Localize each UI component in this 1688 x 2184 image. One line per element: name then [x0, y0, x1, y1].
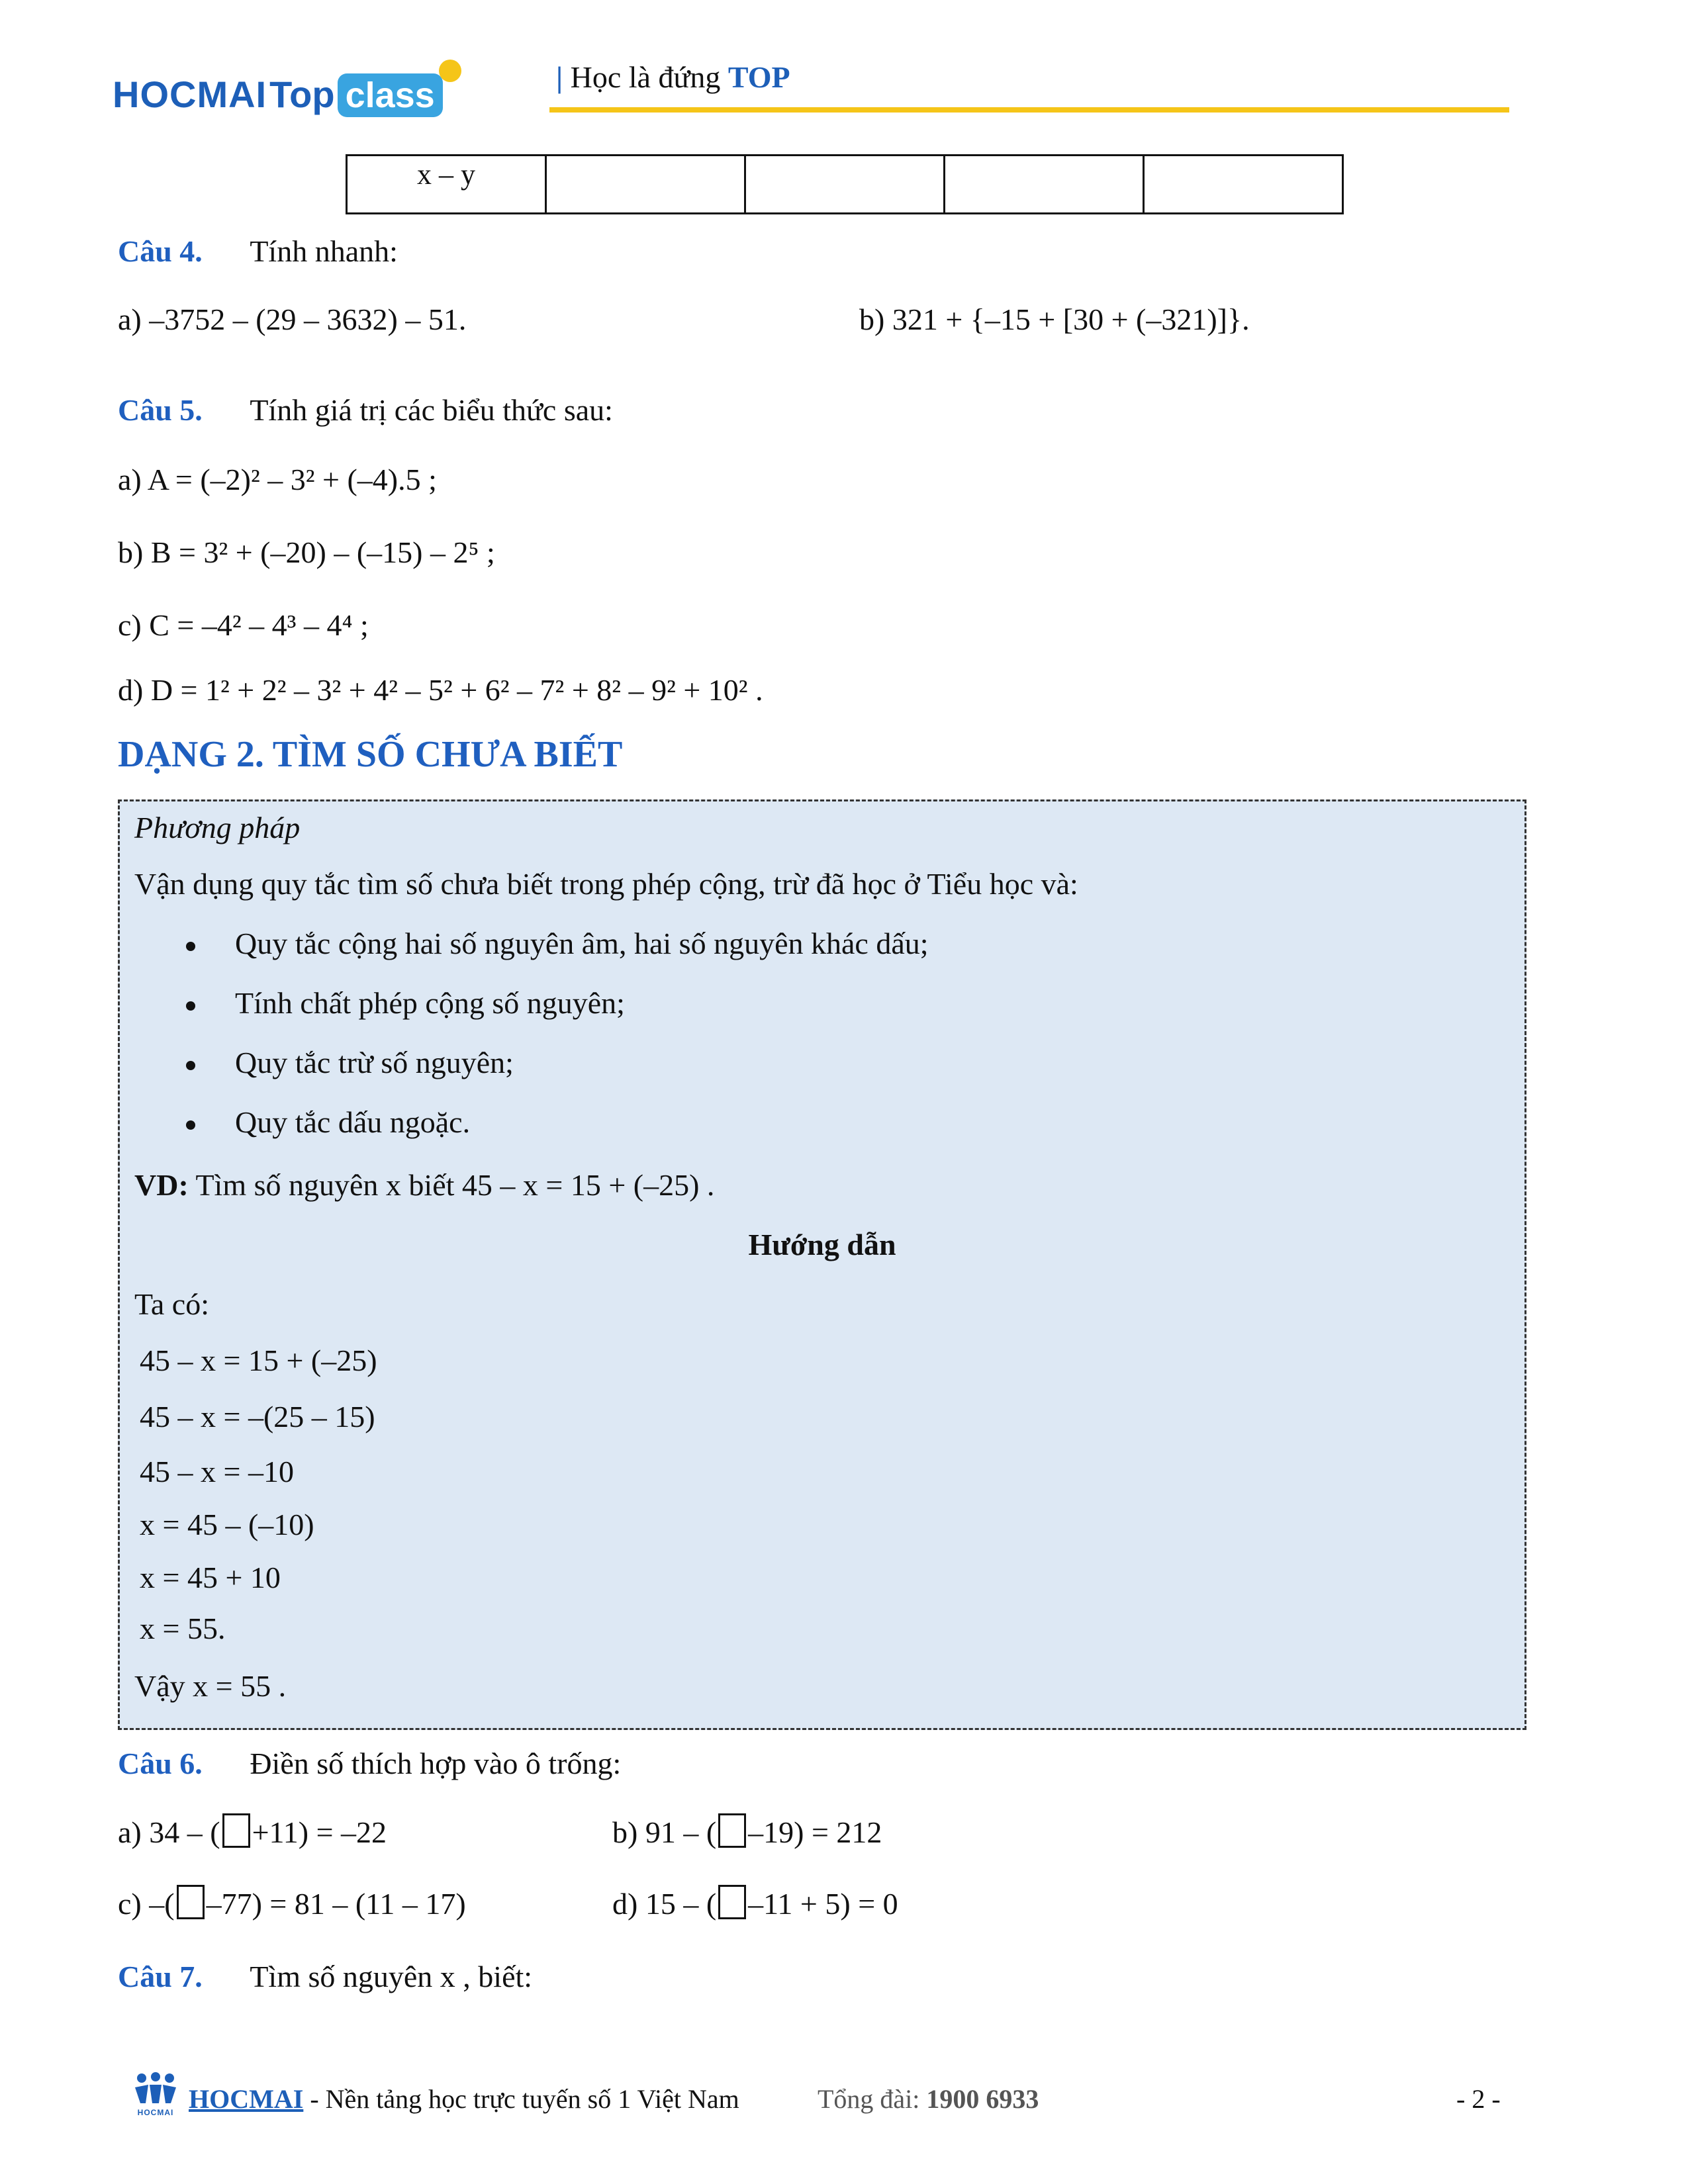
solution-step: 45 – x = –(25 – 15) — [140, 1400, 375, 1433]
table-cell — [745, 156, 945, 214]
slogan — [556, 60, 790, 95]
hocmai-topclass-logo[interactable] — [113, 60, 461, 117]
logo-top-text: Top — [269, 73, 335, 115]
expr-text: –19) = 212 — [748, 1815, 882, 1849]
question-4-heading — [118, 235, 398, 269]
expr-text: d) 15 – ( — [612, 1887, 717, 1921]
ta-co: Ta có: — [134, 1287, 210, 1321]
page-number: - 2 - — [1456, 2084, 1501, 2114]
footer-text — [189, 2083, 739, 2115]
q5-part-a: a) A = (–2)² – 3² + (–4).5 ; — [118, 463, 437, 496]
slogan-top: TOP — [727, 60, 790, 94]
q6-part-d — [612, 1885, 898, 1921]
table-row — [347, 156, 1343, 214]
question-text: Tính giá trị các biểu thức sau: — [250, 393, 613, 427]
bullet-text: Quy tắc dấu ngoặc. — [235, 1105, 471, 1139]
slogan-text: Học là đứng — [570, 60, 721, 94]
expr-text: +11) = –22 — [252, 1815, 387, 1849]
q4-part-b: b) 321 + {–15 + [30 + (–321)]}. — [859, 302, 1250, 336]
solution-step: x = 45 – (–10) — [140, 1508, 314, 1541]
bullet-icon — [186, 942, 195, 951]
question-7-heading — [118, 1960, 532, 1994]
hotline-label: Tổng đài: — [818, 2084, 927, 2114]
section-title: DẠNG 2. TÌM SỐ CHƯA BIẾT — [118, 734, 623, 775]
expr-text: –77) = 81 – (11 – 17) — [206, 1887, 466, 1921]
blank-box[interactable] — [222, 1813, 250, 1848]
footer-logo-caption: HOCMAI — [137, 2108, 174, 2117]
question-6-heading — [118, 1747, 621, 1781]
sun-icon — [439, 60, 461, 82]
guide-title: Hướng dẫn — [748, 1228, 896, 1261]
question-text: Tìm số nguyên x , biết: — [250, 1960, 533, 1993]
q6-part-c — [118, 1885, 466, 1921]
solution-step: x = 45 + 10 — [140, 1561, 281, 1594]
method-bullet — [186, 1106, 470, 1140]
question-label: Câu 5. — [118, 393, 203, 427]
q5-part-c: c) C = –4² – 4³ – 4⁴ ; — [118, 608, 369, 642]
method-box — [118, 799, 1526, 1730]
example-label: VD: — [134, 1168, 189, 1202]
solution-step: 45 – x = 15 + (–25) — [140, 1343, 377, 1377]
q4-part-a: a) –3752 – (29 – 3632) – 51. — [118, 302, 467, 336]
example-text: Tìm số nguyên x biết 45 – x = 15 + (–25) . — [195, 1168, 715, 1202]
example-line — [134, 1169, 714, 1203]
footer-logo — [132, 2071, 179, 2119]
footer-tagline: - Nền tảng học trực tuyến số 1 Việt Nam — [303, 2084, 739, 2114]
expr-text: c) –( — [118, 1887, 175, 1921]
method-intro: Vận dụng quy tắc tìm số chưa biết trong phép cộng, trừ đã học ở Tiểu học và: — [134, 867, 1078, 901]
conclusion: Vậy x = 55 . — [134, 1669, 287, 1703]
solution-step: 45 – x = –10 — [140, 1455, 294, 1488]
method-title: Phương pháp — [134, 811, 301, 844]
q6-part-b — [612, 1813, 882, 1850]
q5-part-d: d) D = 1² + 2² – 3² + 4² – 5² + 6² – 7² + 8² – 9² + 10² . — [118, 673, 763, 707]
question-text: Điền số thích hợp vào ô trống: — [250, 1747, 622, 1780]
slogan-divider: | — [556, 60, 563, 94]
q5-part-b: b) B = 3² + (–20) – (–15) – 2⁵ ; — [118, 535, 495, 569]
blank-box[interactable] — [718, 1885, 746, 1919]
question-5-heading — [118, 394, 613, 428]
values-table — [346, 154, 1344, 214]
expr-text: b) 91 – ( — [612, 1815, 717, 1849]
table-cell — [546, 156, 745, 214]
solution-step: x = 55. — [140, 1612, 226, 1645]
people-icon — [132, 2071, 179, 2105]
question-label: Câu 6. — [118, 1747, 203, 1780]
bullet-text: Quy tắc trừ số nguyên; — [235, 1046, 514, 1079]
table-cell — [1144, 156, 1343, 214]
bullet-icon — [186, 1061, 195, 1070]
bullet-text: Quy tắc cộng hai số nguyên âm, hai số nguyên khác dấu; — [235, 927, 929, 960]
header-underline — [549, 107, 1509, 113]
question-text: Tính nhanh: — [250, 234, 398, 268]
q6-part-a — [118, 1813, 387, 1850]
table-cell — [945, 156, 1144, 214]
expr-text: a) 34 – ( — [118, 1815, 220, 1849]
method-bullet — [186, 987, 625, 1021]
question-label: Câu 4. — [118, 234, 203, 268]
bullet-icon — [186, 1120, 195, 1130]
bullet-text: Tính chất phép cộng số nguyên; — [235, 986, 625, 1020]
footer-brand-link[interactable]: HOCMAI — [189, 2084, 304, 2114]
footer-hotline — [818, 2083, 1039, 2115]
table-cell-label: x – y — [347, 156, 546, 214]
blank-box[interactable] — [177, 1885, 205, 1919]
expr-text: –11 + 5) = 0 — [748, 1887, 898, 1921]
bullet-icon — [186, 1001, 195, 1011]
question-label: Câu 7. — [118, 1960, 203, 1993]
blank-box[interactable] — [718, 1813, 746, 1848]
method-bullet — [186, 1046, 514, 1080]
method-bullet — [186, 927, 929, 961]
logo-class-text: class — [338, 73, 443, 117]
hotline-number[interactable]: 1900 6933 — [926, 2084, 1039, 2114]
logo-hocmai-text: HOCMAI — [113, 73, 267, 115]
